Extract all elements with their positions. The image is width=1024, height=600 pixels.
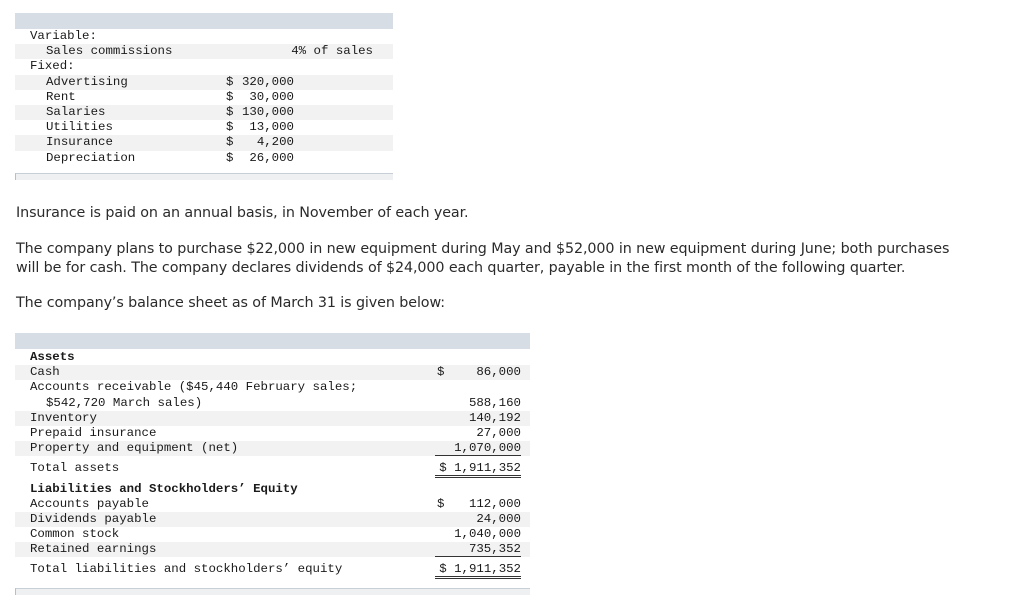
cash-amount: 86,000	[476, 365, 521, 380]
cash-label: Cash	[30, 365, 60, 380]
table-row	[15, 426, 530, 441]
common-stock-amount: 1,040,000	[454, 527, 521, 542]
table-row	[15, 497, 530, 512]
table-row	[15, 411, 530, 426]
insurance-amount: 4,200	[256, 135, 294, 150]
table-scrollbar-track[interactable]	[15, 173, 393, 180]
currency-symbol: $	[437, 496, 445, 511]
property-equipment-label: Property and equipment (net)	[30, 441, 239, 456]
currency-symbol: $	[437, 365, 445, 380]
accounts-receivable-detail: $542,720 March sales)	[46, 395, 203, 410]
depreciation-amount: 26,000	[249, 150, 294, 165]
accounts-receivable-label: Accounts receivable ($45,440 February sales;	[30, 380, 358, 395]
total-assets-amount: $ 1,911,352	[439, 461, 521, 476]
table-row	[15, 512, 530, 527]
table-row	[15, 441, 530, 456]
table-row	[15, 44, 393, 59]
table-row	[15, 75, 393, 90]
dividends-payable-amount: 24,000	[476, 511, 521, 526]
table-row	[15, 461, 530, 476]
advertising-amount: 320,000	[241, 74, 294, 89]
utilities-amount: 13,000	[249, 120, 294, 135]
utilities-label: Utilities	[46, 120, 113, 135]
salaries-amount: 130,000	[241, 104, 294, 119]
sales-commissions-rate: 4% of sales	[291, 44, 373, 59]
total-assets-label: Total assets	[30, 461, 120, 476]
table-row	[15, 120, 393, 135]
rent-amount: 30,000	[249, 89, 294, 104]
sales-commissions-label: Sales commissions	[46, 44, 173, 59]
table-row	[15, 29, 393, 44]
currency-symbol: $	[226, 74, 234, 89]
currency-symbol: $	[226, 150, 234, 165]
purchase-paragraph: The company plans to purchase $22,000 in new equipment during May and $52,000 in new equipment during June; both purchases will be for cash. The company declares dividends of $24,000 each quarter, payable in the first month of the following quarter.	[16, 241, 950, 276]
currency-symbol: $	[226, 89, 234, 104]
table-header-bar	[15, 333, 530, 349]
inventory-label: Inventory	[30, 410, 97, 425]
table-scrollbar-track[interactable]	[15, 588, 530, 595]
insurance-paragraph: Insurance is paid on an annual basis, in November of each year.	[16, 205, 469, 221]
property-equipment-amount: 1,070,000	[454, 441, 521, 456]
insurance-label: Insurance	[46, 135, 113, 150]
retained-earnings-amount: 735,352	[468, 542, 521, 557]
balance-sheet-intro: The company’s balance sheet as of March 31 is given below:	[16, 295, 445, 311]
table-row	[15, 365, 530, 380]
total-liabilities-equity-amount: $ 1,911,352	[439, 562, 521, 577]
total-liabilities-equity-label: Total liabilities and stockholders’ equity	[30, 562, 343, 577]
table-row	[15, 105, 393, 120]
rent-label: Rent	[46, 89, 76, 104]
advertising-label: Advertising	[46, 74, 128, 89]
table-row	[15, 527, 530, 542]
expense-table	[15, 13, 393, 180]
currency-symbol: $	[226, 135, 234, 150]
variable-heading: Variable:	[30, 29, 97, 43]
prepaid-insurance-label: Prepaid insurance	[30, 425, 157, 440]
table-row	[15, 135, 393, 150]
table-row	[15, 396, 530, 411]
dividends-payable-label: Dividends payable	[30, 511, 157, 526]
currency-symbol: $	[226, 104, 234, 119]
table-row	[15, 90, 393, 105]
accounts-payable-label: Accounts payable	[30, 496, 149, 511]
prepaid-insurance-amount: 27,000	[476, 425, 521, 440]
assets-heading: Assets	[30, 350, 75, 364]
accounts-payable-amount: 112,000	[468, 496, 521, 511]
retained-earnings-label: Retained earnings	[30, 542, 157, 557]
depreciation-label: Depreciation	[46, 150, 136, 165]
liabilities-equity-heading: Liabilities and Stockholders’ Equity	[30, 481, 298, 496]
table-header-bar	[15, 13, 393, 29]
table-row	[15, 59, 393, 74]
table-row	[15, 542, 530, 557]
salaries-label: Salaries	[46, 104, 106, 119]
table-row	[15, 151, 393, 166]
accounts-receivable-amount: 588,160	[468, 395, 521, 410]
table-row	[15, 350, 530, 365]
table-row	[15, 380, 530, 395]
common-stock-label: Common stock	[30, 527, 120, 542]
inventory-amount: 140,192	[468, 410, 521, 425]
table-row	[15, 562, 530, 577]
table-row	[15, 482, 530, 497]
currency-symbol: $	[226, 120, 234, 135]
balance-sheet-table	[15, 333, 530, 595]
fixed-heading: Fixed:	[30, 59, 75, 74]
